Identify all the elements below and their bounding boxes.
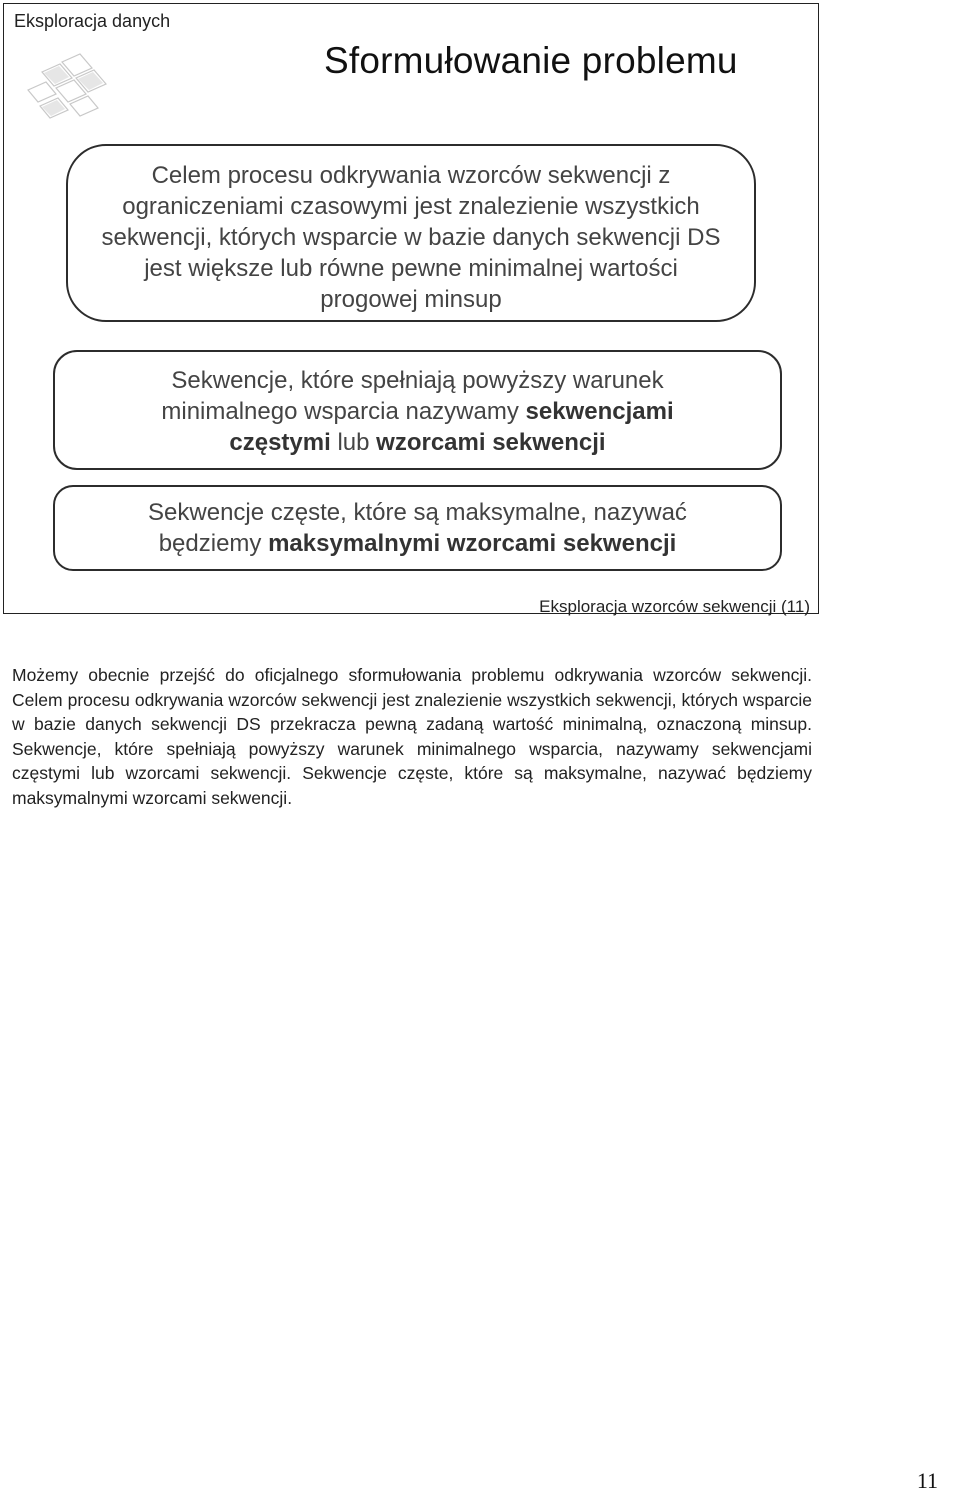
definition-box bbox=[66, 144, 756, 322]
box-line: Sekwencje, które spełniają powyższy warunek bbox=[171, 367, 664, 394]
lecture-notes: Możemy obecnie przejść do oficjalnego sformułowania problemu odkrywania wzorców sekwencji. Celem procesu odkrywania wzorców sekwencji jest znalezienie wszystkich sekwencji, których wsparcie w bazie danych sekwencji DS przekracza pewną zadaną wartość minimalną, oznaczoną minsup. Sekwencje, które spełniają powyższy warunek minimalnego wsparcia, nazywamy sekwencjami częstymi lub wzorcami sekwencji. Sekwencje częste, które są maksymalne, nazywać będziemy maksymalnymi wzorcami sekwencji. bbox=[12, 665, 812, 808]
logo-caption bbox=[30, 112, 100, 128]
page-number: 11 bbox=[916, 1468, 938, 1493]
bold-term: częstymi bbox=[229, 429, 331, 456]
bold-term: sekwencjami bbox=[525, 398, 674, 425]
slide-title: Sformułowanie problemu bbox=[324, 40, 738, 81]
definition-line: ograniczeniami czasowymi jest znalezienie wszystkich bbox=[122, 193, 700, 220]
box-line: Sekwencje częste, które są maksymalne, nazywać bbox=[148, 499, 687, 526]
slide-frame bbox=[3, 3, 819, 614]
slide-footer: Eksploracja wzorców sekwencji (11) bbox=[539, 597, 810, 616]
slide-header: Eksploracja danych bbox=[14, 11, 171, 31]
box-line: minimalnego wsparcia nazywamy sekwencjami bbox=[161, 398, 674, 425]
definition-line: sekwencji, których wsparcie w bazie danych sekwencji DS bbox=[101, 224, 721, 251]
box-line: częstymi lub wzorcami sekwencji bbox=[229, 429, 606, 456]
box-line: będziemy maksymalnymi wzorcami sekwencji bbox=[158, 530, 677, 557]
bold-term: wzorcami sekwencji bbox=[376, 429, 606, 456]
definition-line: Celem procesu odkrywania wzorców sekwencji z bbox=[151, 162, 671, 189]
maximal-patterns-box bbox=[53, 485, 782, 571]
definition-line: jest większe lub równe pewne minimalnej wartości bbox=[144, 255, 678, 282]
bold-term: maksymalnymi wzorcami sekwencji bbox=[268, 530, 677, 557]
definition-line: progowej minsup bbox=[320, 286, 502, 313]
frequent-patterns-box bbox=[53, 350, 782, 470]
